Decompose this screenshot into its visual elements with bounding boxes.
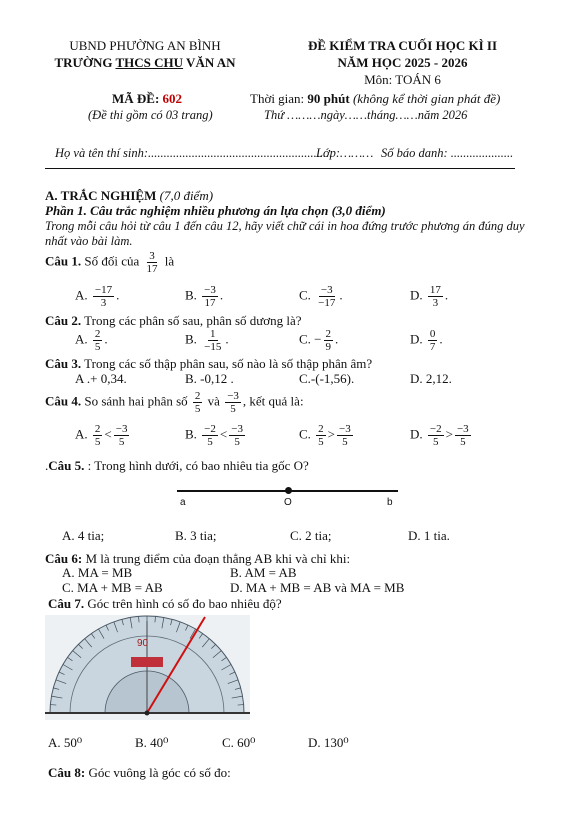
section-title-bold: A. TRẮC NGHIỆM xyxy=(45,188,160,203)
q7-text: Góc trên hình có số đo bao nhiêu độ? xyxy=(84,596,282,611)
class-field[interactable]: Lớp:……… xyxy=(316,146,374,160)
point-a-label: a xyxy=(180,497,186,508)
q6-option-b[interactable]: B. AM = AB xyxy=(230,565,297,580)
q7-label: Câu 7. xyxy=(48,596,85,611)
q1-tail: là xyxy=(164,253,175,269)
q7-option-b[interactable]: B. 40⁰ xyxy=(135,735,169,750)
q6-option-c[interactable]: C. MA + MB = AB xyxy=(62,580,163,595)
school-prefix: TRƯỜNG xyxy=(54,55,116,70)
q2-option-d[interactable]: D. $\frac{0}{7}$ . xyxy=(410,328,443,353)
exam-code-value: 602 xyxy=(162,91,183,106)
header-authority: UBND PHƯỜNG AN BÌNH xyxy=(69,38,221,53)
q2-option-b[interactable]: B. $\frac{1}{-15}$ . xyxy=(185,328,229,353)
q4-option-c[interactable]: C. $\frac{2}{5}$ > $\frac{-3}{5}$ xyxy=(299,423,351,448)
q4-label: Câu 4. xyxy=(45,393,82,409)
point-o-label: O xyxy=(284,497,292,508)
protractor-logo xyxy=(131,657,163,667)
page-count: (Đề thi gồm có 03 trang) xyxy=(88,108,213,122)
q3-label: Câu 3. xyxy=(45,356,82,371)
q8-text: Góc vuông là góc có số đo: xyxy=(85,765,231,780)
q7-option-c[interactable]: C. 60⁰ xyxy=(222,735,256,750)
q6-text: M là trung điểm của đoạn thẳng AB khi và chỉ khi: xyxy=(82,551,351,566)
q5-option-c[interactable]: C. 2 tia; xyxy=(290,528,332,543)
section-title xyxy=(45,188,213,204)
time-note: (không kể thời gian phát đề) xyxy=(349,91,501,106)
q3-option-a[interactable]: A .+ 0,34. xyxy=(75,371,127,386)
q2-option-a[interactable]: A. $\frac{2}{5}$ . xyxy=(75,328,108,353)
subject: Môn: TOÁN 6 xyxy=(364,72,441,87)
question-2 xyxy=(45,313,302,329)
q6-option-d[interactable]: D. MA + MB = AB và MA = MB xyxy=(230,580,405,595)
header-school xyxy=(40,55,250,71)
q7-option-a[interactable]: A. 50⁰ xyxy=(48,735,83,750)
q2-option-c[interactable]: C. − $\frac{2}{9}$ . xyxy=(299,328,339,353)
q3-text: Trong các số thập phân sau, số nào là số thập phân âm? xyxy=(81,356,373,371)
school-suffix: VĂN AN xyxy=(183,55,236,70)
q4-tail: , kết quả là: xyxy=(242,393,304,409)
instruction-line-1: Trong mỗi câu hỏi từ câu 1 đến câu 12, hãy viết chữ cái in hoa đứng trước phương án đúng duy xyxy=(45,219,525,233)
protractor-figure xyxy=(45,615,250,720)
question-3 xyxy=(45,356,372,372)
q5-option-a[interactable]: A. 4 tia; xyxy=(62,528,105,543)
question-7 xyxy=(48,596,282,612)
school-year: NĂM HỌC 2025 - 2026 xyxy=(337,55,468,70)
point-b-label: b xyxy=(387,497,393,508)
question-5 xyxy=(45,458,309,474)
q1-option-b[interactable]: B. $\frac{-3}{17}$ . xyxy=(185,284,224,309)
part-title: Phần 1. Câu trắc nghiệm nhiều phương án lựa chọn (3,0 điểm) xyxy=(45,203,386,218)
school-underlined: THCS CHU xyxy=(115,55,184,70)
exam-date: Thứ ………ngày……tháng……năm 2026 xyxy=(264,108,468,122)
time-value: 90 phút xyxy=(307,91,350,106)
q6-option-a[interactable]: A. MA = MB xyxy=(62,565,133,580)
q3-option-c[interactable]: C.-(-1,56). xyxy=(299,371,355,386)
q6-label: Câu 6: xyxy=(45,551,83,566)
q1-option-d[interactable]: D. $\frac{17}{3}$ . xyxy=(410,284,449,309)
q3-option-b[interactable]: B. -0,12 . xyxy=(185,371,234,386)
exam-code xyxy=(112,91,182,107)
time-label: Thời gian: xyxy=(250,91,308,106)
exam-time xyxy=(250,91,500,107)
student-name-field[interactable]: Họ và tên thí sinh:........................................................... xyxy=(55,146,333,160)
q3-option-d[interactable]: D. 2,12. xyxy=(410,371,452,386)
q1-text: Số đối của xyxy=(81,253,140,269)
q1-fraction: $\frac{3}{17}$ xyxy=(146,250,158,275)
q5-text: : Trong hình dưới, có bao nhiêu tia gốc O? xyxy=(84,458,309,473)
exam-title: ĐỀ KIỂM TRA CUỐI HỌC KÌ II xyxy=(307,38,497,53)
instruction-line-2: nhất vào bài làm. xyxy=(45,234,133,248)
protractor-90-label: 90 xyxy=(137,638,149,649)
exam-code-label: MÃ ĐỀ: xyxy=(112,91,163,106)
point-o-dot xyxy=(285,487,292,494)
question-1 xyxy=(45,250,174,275)
q7-option-d[interactable]: D. 130⁰ xyxy=(308,735,349,750)
q5-prefix: . xyxy=(45,458,49,473)
q8-label: Câu 8: xyxy=(48,765,86,780)
q4-text: So sánh hai phân số xyxy=(81,393,188,409)
section-points: (7,0 điểm) xyxy=(159,188,214,203)
q4-option-b[interactable]: B. $\frac{-2}{5}$ < $\frac{-3}{5}$ xyxy=(185,423,243,448)
q4-option-a[interactable]: A. $\frac{2}{5}$ < $\frac{-3}{5}$ xyxy=(75,423,128,448)
q1-label: Câu 1. xyxy=(45,253,82,269)
separator-line xyxy=(45,168,515,169)
question-8 xyxy=(48,765,231,781)
q5-label: Câu 5. xyxy=(48,458,85,473)
q5-option-d[interactable]: D. 1 tia. xyxy=(408,528,450,543)
protractor-origin xyxy=(145,711,150,716)
question-4 xyxy=(45,390,304,415)
q1-option-c[interactable]: C. $\frac{-3}{-17}$ . xyxy=(299,284,343,309)
q5-option-b[interactable]: B. 3 tia; xyxy=(175,528,217,543)
q4-option-d[interactable]: D. $\frac{-2}{5}$ > $\frac{-3}{5}$ xyxy=(410,423,469,448)
q2-text: Trong các phân số sau, phân số dương là? xyxy=(81,313,302,328)
q4-fraction-1: $\frac{2}{5}$ xyxy=(194,390,201,415)
q2-label: Câu 2. xyxy=(45,313,82,328)
q4-mid: và xyxy=(207,393,220,409)
q1-option-a[interactable]: A. $\frac{-17}{3}$ . xyxy=(75,284,120,309)
candidate-number-field[interactable]: Số báo danh: .................... xyxy=(381,146,514,160)
q4-fraction-2: $\frac{-3}{5}$ xyxy=(227,390,239,415)
